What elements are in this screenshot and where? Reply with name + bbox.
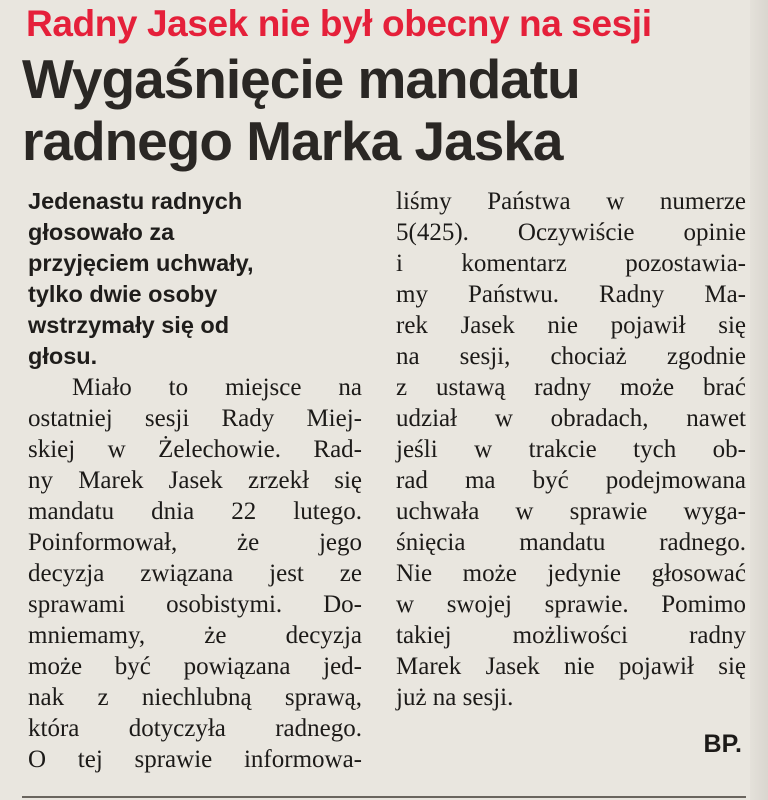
lead-line: głosu.	[28, 343, 98, 369]
body-line: liśmy Państwa w numerze	[396, 188, 746, 215]
body-line: ny Marek Jasek zrzekł się	[28, 467, 362, 494]
article-body-left	[28, 372, 362, 775]
body-line: Marek Jasek nie pojawił się	[396, 653, 746, 680]
bottom-rule	[22, 796, 746, 798]
body-line: decyzja związana jest ze	[28, 560, 362, 587]
body-line: śnięcia mandatu radnego.	[396, 529, 746, 556]
body-line: uchwała w sprawie wyga-	[396, 498, 746, 525]
body-line: O tej sprawie informowa-	[28, 746, 362, 773]
lead-line: wstrzymały się od	[28, 312, 230, 338]
body-line: rad ma być podejmowana	[396, 467, 746, 494]
article-lead	[28, 186, 362, 372]
lead-line: tylko dwie osoby	[28, 281, 218, 307]
body-line: na sesji, chociaż zgodnie	[396, 343, 746, 370]
body-line: z ustawą radny może brać	[396, 374, 746, 401]
body-line: udział w obradach, nawet	[396, 405, 746, 432]
body-line: i komentarz pozostawia-	[396, 250, 746, 277]
article-kicker: Radny Jasek nie był obecny na sesji	[26, 3, 652, 44]
article-column-left	[28, 186, 362, 775]
body-line: skiej w Żelechowie. Rad-	[28, 436, 362, 463]
body-line: która dotyczyła radnego.	[28, 715, 362, 742]
article-column-right	[396, 186, 746, 713]
headline-line: radnego Marka Jaska	[22, 110, 563, 172]
body-line: 5(425). Oczywiście opinie	[396, 219, 746, 246]
body-line: ostatniej sesji Rady Miej-	[28, 405, 362, 432]
adjacent-page-edge	[750, 0, 768, 800]
body-line: takiej możliwości radny	[396, 622, 746, 649]
body-line: rek Jasek nie pojawił się	[396, 312, 746, 339]
body-line: już na sesji.	[396, 684, 514, 711]
body-line: Nie może jedynie głosować	[396, 560, 746, 587]
body-line: nak z niechlubną sprawą,	[28, 684, 362, 711]
lead-line: głosowało za	[28, 219, 175, 245]
lead-line: Jedenastu radnych	[28, 188, 243, 214]
body-line: może być powiązana jed-	[28, 653, 362, 680]
body-line: mandatu dnia 22 lutego.	[28, 498, 362, 525]
author-signature: BP.	[703, 730, 742, 758]
body-line: sprawami osobistymi. Do-	[28, 591, 362, 618]
headline-line: Wygaśnięcie mandatu	[22, 48, 580, 110]
body-line: Miało to miejsce na	[72, 374, 362, 401]
article-headline	[22, 48, 722, 172]
body-line: Poinformował, że jego	[28, 529, 362, 556]
body-line: w swojej sprawie. Pomimo	[396, 591, 746, 618]
body-line: mniemamy, że decyzja	[28, 622, 362, 649]
body-line: jeśli w trakcie tych ob-	[396, 436, 746, 463]
lead-line: przyjęciem uchwały,	[28, 250, 254, 276]
body-line: my Państwu. Radny Ma-	[396, 281, 746, 308]
